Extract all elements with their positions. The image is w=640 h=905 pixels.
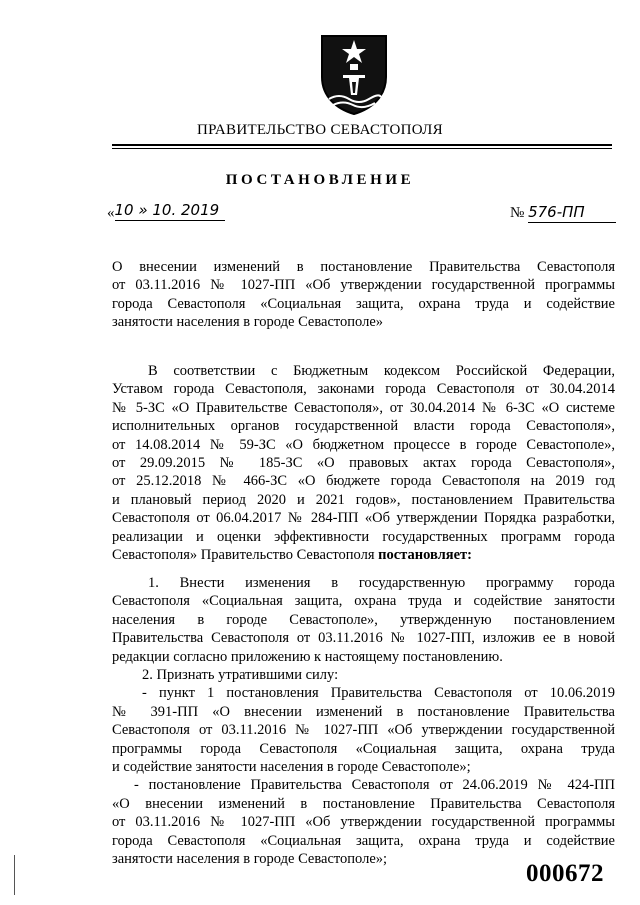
subject-line: занятости населения в городе Севастополе» bbox=[112, 314, 384, 331]
date-handwritten: 10 » 10. 2019 bbox=[114, 201, 220, 219]
item-1 bbox=[112, 574, 615, 869]
subject-line: от 03.11.2016 № 1027-ПП «Об утверждении государственной программы bbox=[112, 277, 615, 294]
document-title: ПОСТАНОВЛЕНИЕ bbox=[225, 172, 415, 188]
preamble-line: № 5-ЗС «О Правительстве Севастополя», от 30.04.2014 № 6-ЗС «О системе bbox=[112, 399, 615, 416]
item2a-line: № 391-ПП «О внесении изменений в постановление Правительства bbox=[112, 703, 615, 720]
item1-line: Правительства Севастополя от 03.11.2016 № 1027-ПП, изложив ее в новой bbox=[112, 630, 615, 647]
preamble-line: Уставом города Севастополя, законами города Севастополя от 30.04.2014 bbox=[112, 381, 615, 398]
preamble-line: реализации и оценки эффективности государственных программ города bbox=[112, 528, 615, 545]
preamble-line: исполнительных органов государственной власти города Севастополя», bbox=[112, 418, 615, 435]
item2b-line: города Севастополя «Социальная защита, охрана труда и содействие bbox=[112, 832, 615, 849]
preamble-line: и плановый период 2020 и 2021 годов», постановлением Правительства bbox=[112, 491, 615, 508]
preamble-line bbox=[112, 546, 615, 564]
preamble-line: от 25.12.2018 № 466-ЗС «О бюджете города Севастополя на 2019 год bbox=[112, 473, 615, 490]
preamble-line: Севастополя от 06.04.2017 № 284-ПП «Об утверждении Порядка разработки, bbox=[112, 510, 615, 527]
header-rule-thick bbox=[112, 144, 612, 146]
preamble-line: В соответствии с Бюджетным кодексом Российской Федерации, bbox=[148, 363, 615, 379]
item1-line: 1. Внести изменения в государственную программу города bbox=[148, 575, 615, 591]
header-rule-thin bbox=[112, 148, 612, 149]
date-open-quote: « bbox=[107, 205, 115, 221]
number-handwritten: 576-ПП bbox=[528, 203, 585, 221]
subject-line: города Севастополя «Социальная защита, охрана труда и содействие bbox=[112, 295, 615, 312]
preamble-line: от 29.09.2015 № 185-ЗС «О правовых актах города Севастополя», bbox=[112, 455, 615, 472]
item2a-line: Севастополя от 03.11.2016 № 1027-ПП «Об утверждении государственной bbox=[112, 722, 615, 739]
document-number bbox=[510, 203, 616, 223]
subject-block bbox=[112, 258, 615, 332]
preamble-last-text: Севастополя» Правительство Севастополя bbox=[112, 547, 379, 564]
serial-number: 000672 bbox=[526, 860, 604, 887]
item2a-line: - пункт 1 постановления Правительства Севастополя от 10.06.2019 bbox=[142, 685, 615, 702]
item1-line: редакции согласно приложению к настоящему постановлению. bbox=[112, 648, 503, 665]
item2a-line: и содействие занятости населения в городе Севастополе»; bbox=[112, 759, 471, 776]
decree-keyword: постановляет: bbox=[378, 547, 472, 564]
item1-line: населения в городе Севастополе», утвержденную постановлением bbox=[112, 611, 615, 628]
scan-margin-mark bbox=[14, 855, 15, 895]
government-name: ПРАВИТЕЛЬСТВО СЕВАСТОПОЛЯ bbox=[197, 122, 443, 138]
item1-line: Севастополя «Социальная защита, охрана труда и содействие занятости bbox=[112, 593, 615, 610]
document-date bbox=[107, 203, 225, 223]
item2b-line: занятости населения в городе Севастополе»; bbox=[112, 851, 388, 868]
item2-heading: 2. Признать утратившими силу: bbox=[142, 667, 339, 684]
subject-line: О внесении изменений в постановление Правительства Севастополя bbox=[112, 259, 615, 275]
preamble-block bbox=[112, 362, 615, 564]
item2b-line: - постановление Правительства Севастополя от 24.06.2019 № 424-ПП bbox=[134, 777, 615, 794]
item2b-line: «О внесении изменений в постановление Правительства Севастополя bbox=[112, 795, 615, 812]
item2a-line: программы города Севастополя «Социальная защита, охрана труда bbox=[112, 740, 615, 757]
sevastopol-coat-of-arms bbox=[319, 33, 389, 116]
preamble-line: от 14.08.2014 № 59-ЗС «О бюджетном процессе в городе Севастополе», bbox=[112, 436, 615, 453]
number-prefix: № bbox=[510, 205, 525, 221]
item2b-line: от 03.11.2016 № 1027-ПП «Об утверждении государственной программы bbox=[112, 814, 615, 831]
